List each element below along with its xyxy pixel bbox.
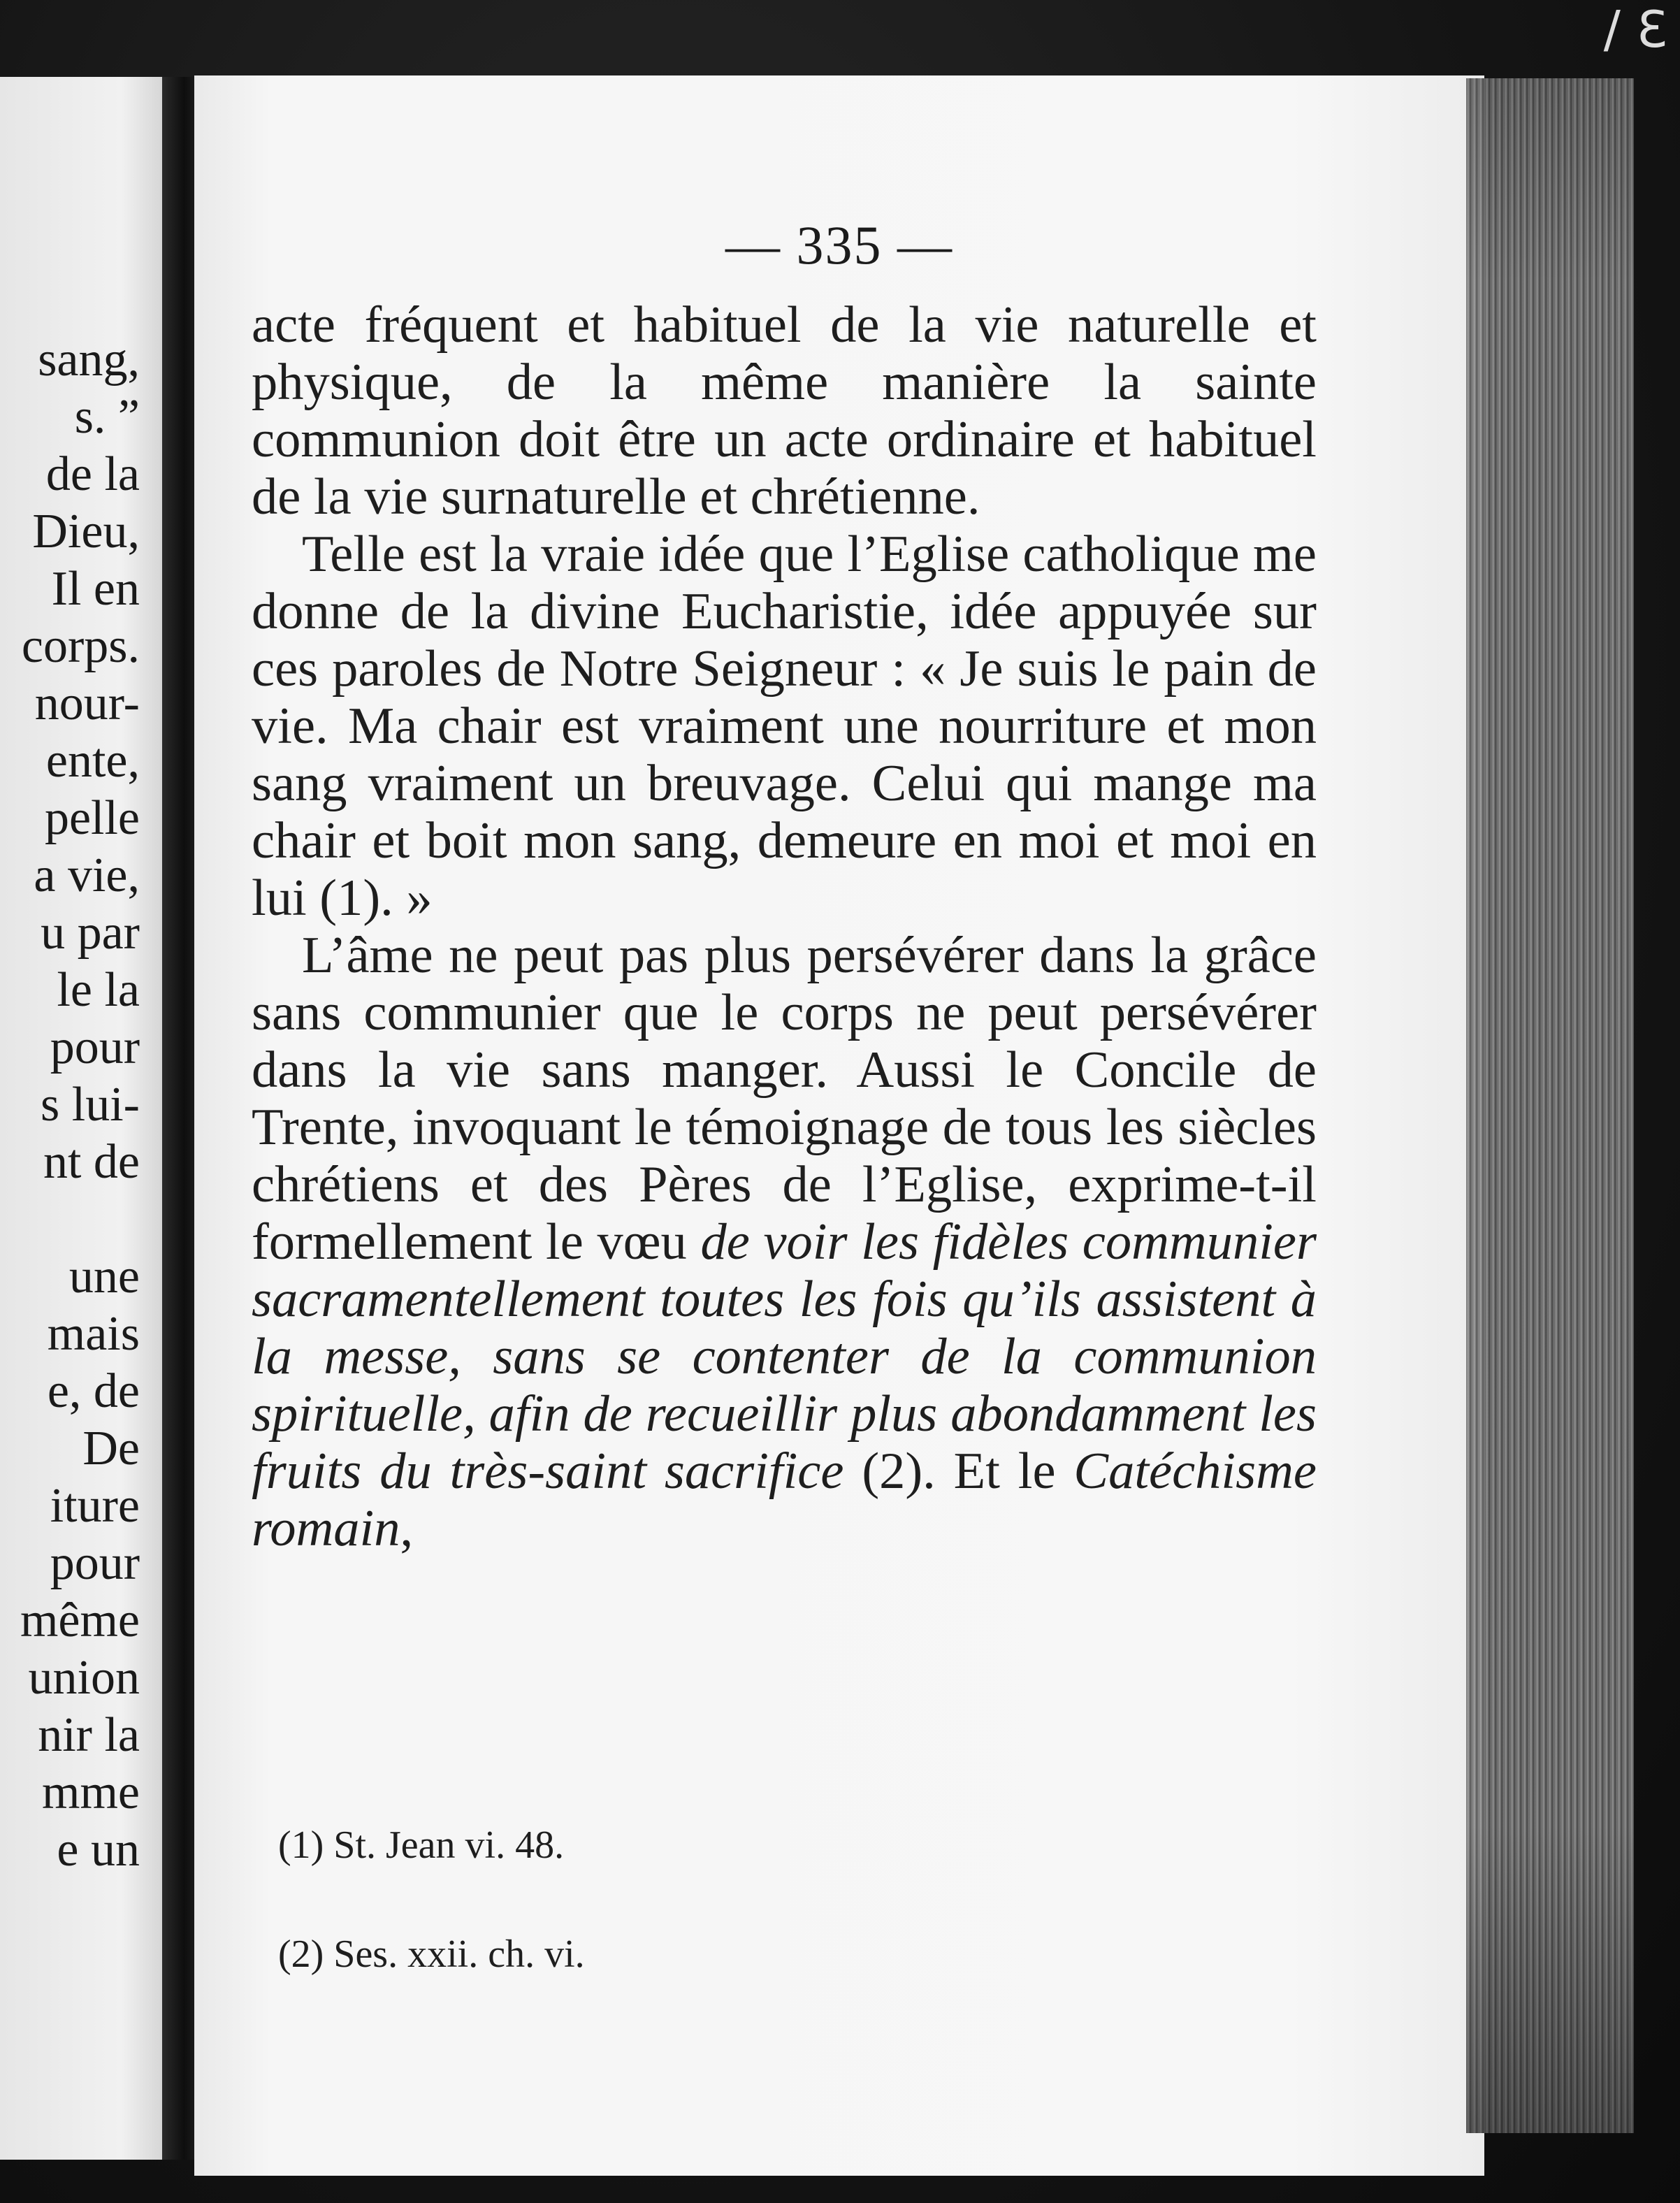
left-page-line: mais bbox=[47, 1307, 140, 1361]
paragraph-3-end: , bbox=[400, 1500, 414, 1557]
footnote-2: (2) Ses. xxii. ch. vi. bbox=[278, 1933, 585, 1976]
footnotes bbox=[278, 1823, 1257, 1977]
left-page-line: a vie, bbox=[34, 848, 140, 902]
left-page-line: s lui- bbox=[41, 1078, 140, 1132]
corner-mark: / Ɛ bbox=[1603, 0, 1667, 59]
left-page-line: pour bbox=[50, 1536, 140, 1590]
footnote-1: (1) St. Jean vi. 48. bbox=[278, 1823, 565, 1867]
page-edge-shade bbox=[1466, 78, 1634, 2133]
catechism-title: Catéchisme romain bbox=[252, 1443, 1317, 1557]
left-page-line: e un bbox=[57, 1823, 140, 1877]
paragraph-3-text-after: (2). Et le bbox=[843, 1443, 1074, 1500]
paragraph-2: Telle est la vraie idée que l’Eglise catholique me donne de la divine Eucharistie, idée appuyée sur ces paroles de Notre Seigneur : « Je suis le pain de vie. Ma chair est vraiment une nourriture et mon sang vraiment un breuvage. Celui qui mange ma chair et boit mon sang, demeure en moi et moi en lui (1). » bbox=[252, 526, 1317, 927]
left-page-line: u par bbox=[41, 906, 140, 960]
left-page-line: iture bbox=[50, 1479, 140, 1533]
left-page-line: sang, bbox=[38, 333, 140, 387]
left-page-line: De bbox=[82, 1422, 140, 1475]
left-page-line: Dieu, bbox=[32, 505, 140, 558]
left-page-line: union bbox=[28, 1651, 140, 1705]
left-page-fragment bbox=[0, 77, 173, 2160]
left-page-line: de la bbox=[45, 447, 140, 501]
book-gutter bbox=[162, 77, 198, 2160]
left-page-line: Il en bbox=[51, 562, 140, 616]
left-page-line: même bbox=[20, 1594, 140, 1647]
paragraph-3 bbox=[252, 927, 1317, 1557]
page-number: — 335 — bbox=[725, 215, 953, 275]
left-page-line: ente, bbox=[45, 734, 140, 788]
left-page-line: nir la bbox=[38, 1708, 140, 1762]
left-page-line: s. ” bbox=[74, 390, 140, 444]
paragraph-1: acte fréquent et habituel de la vie naturelle et physique, de la même manière la sainte communion doit être un acte ordinaire et habituel de la vie surnaturelle et chrétienne. bbox=[252, 296, 1317, 526]
body-text bbox=[252, 296, 1317, 1557]
left-page-line: pour bbox=[50, 1020, 140, 1074]
paragraph-3-italic-quote: de voir les fidèles communier sacramentellement toutes les fois qu’ils assistent à la messe, sans se contenter de la communion spirituelle, afin de recueillir plus abondamment les fruits du très-saint sacrifice bbox=[252, 1213, 1317, 1500]
left-page-line: pelle bbox=[44, 791, 140, 845]
left-page-line: une bbox=[68, 1250, 140, 1303]
left-page-line: corps. bbox=[21, 619, 140, 673]
left-page-line: nour- bbox=[34, 677, 140, 730]
paragraph-3-text: L’âme ne peut pas plus persévérer dans la grâce sans communier que le corps ne peut persévérer dans la vie sans manger. Aussi le Concile de Trente, invoquant le témoignage de tous les siècles chrétiens et des Pères de l’Eglise, exprime-t-il formellement le vœu bbox=[252, 927, 1317, 1271]
left-page-line: e, de bbox=[47, 1364, 140, 1418]
left-page-line: le la bbox=[57, 963, 140, 1017]
left-page-line: mme bbox=[42, 1765, 140, 1819]
left-page-line: nt de bbox=[43, 1135, 140, 1189]
